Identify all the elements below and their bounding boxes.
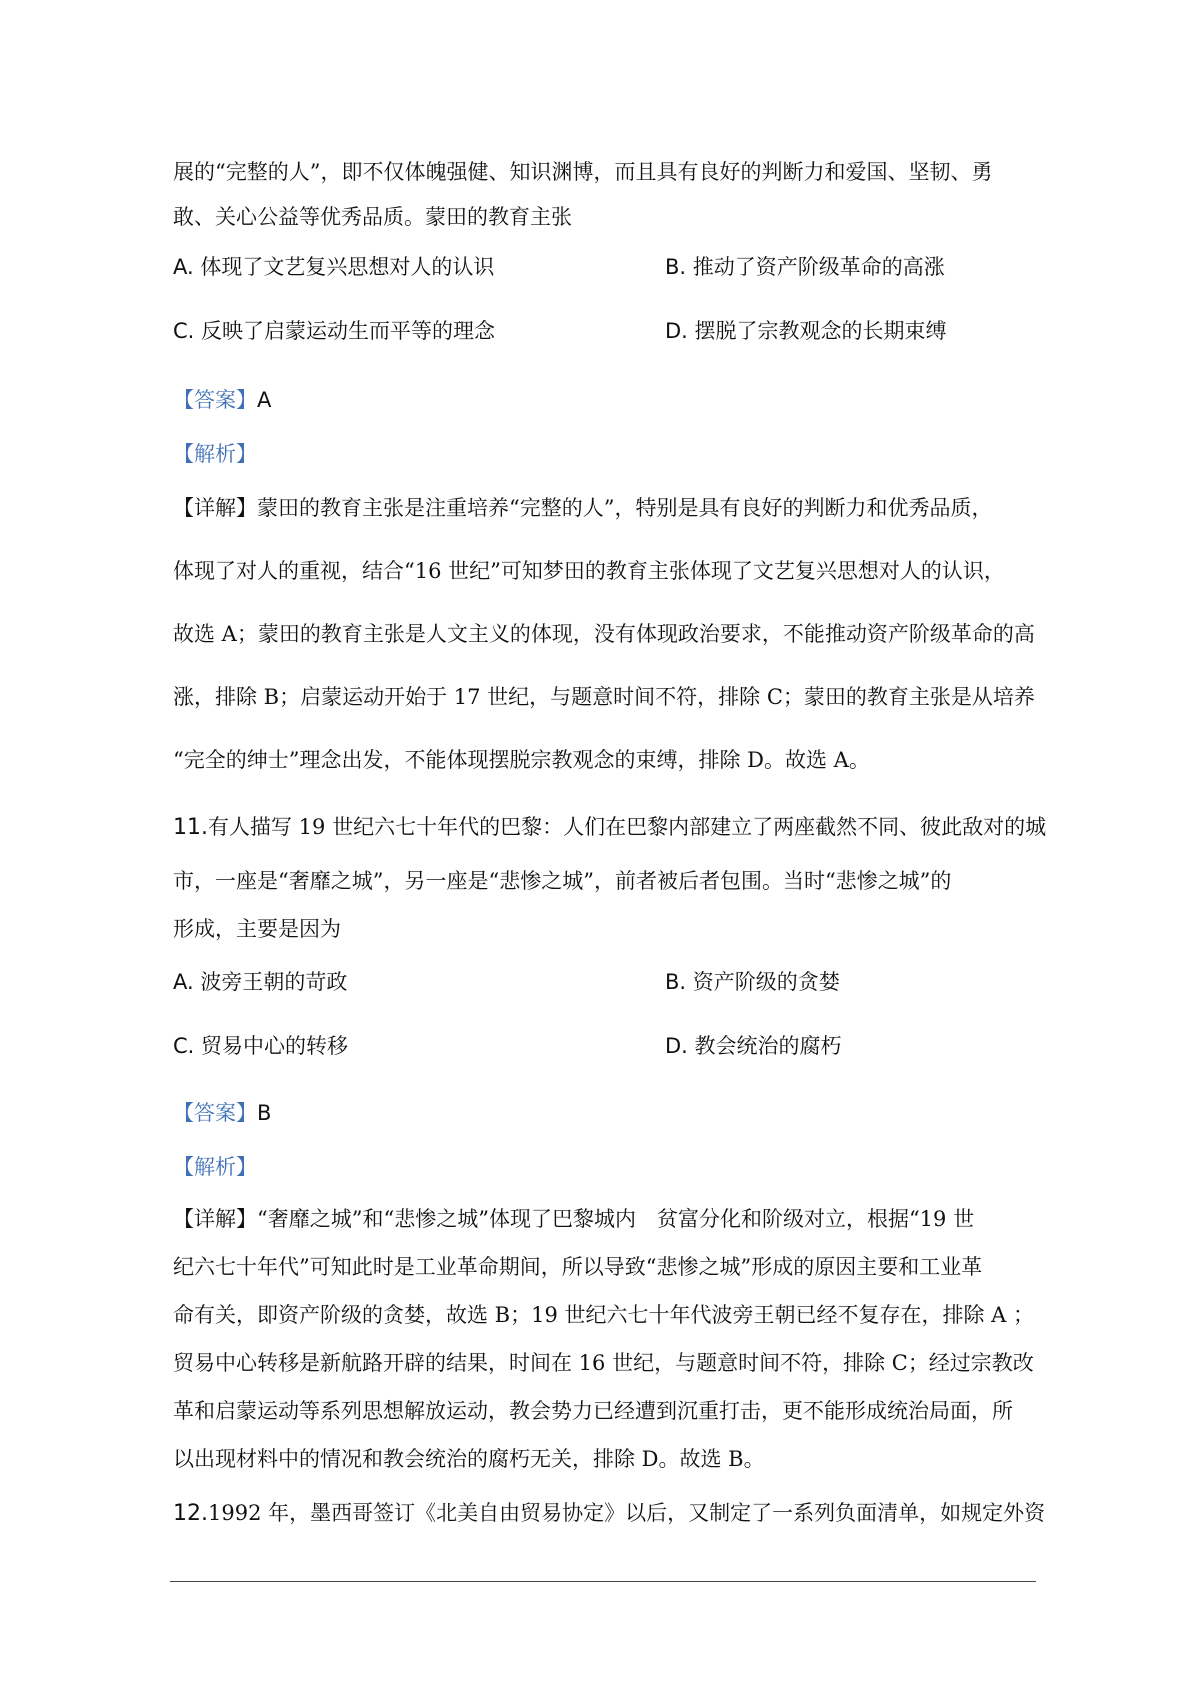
q11-number: 11. xyxy=(173,815,208,840)
q11-detail-line-4: 贸易中心转移是新航路开辟的结果，时间在 16 世纪，与题意时间不符，排除 C；经过宗教改 xyxy=(173,1351,1034,1375)
q11-option-b: B. 资产阶级的贪婪 xyxy=(665,970,840,994)
q11-answer xyxy=(173,1099,1033,1127)
q10-option-a: A. 体现了文艺复兴思想对人的认识 xyxy=(173,255,495,279)
q12-stem-text-1: 1992 年，墨西哥签订《北美自由贸易协定》以后，又制定了一系列负面清单，如规定外资 xyxy=(208,1501,1046,1525)
q10-answer-value: A xyxy=(257,388,272,412)
q10-answer xyxy=(173,386,1033,414)
q12-stem-line-1 xyxy=(173,1499,1046,1528)
q11-detail-line-1: 【详解】“奢靡之城”和“悲惨之城”体现了巴黎城内 贫富分化和阶级对立，根据“19 世 xyxy=(173,1207,975,1231)
q11-detail-line-3: 命有关，即资产阶级的贪婪，故选 B；19 世纪六七十年代波旁王朝已经不复存在，排除 A ； xyxy=(173,1303,1035,1327)
q11-stem-line-3: 形成，主要是因为 xyxy=(173,917,341,941)
q11-option-c: C. 贸易中心的转移 xyxy=(173,1034,349,1058)
q11-stem-line-1 xyxy=(173,813,1047,842)
q10-detail-line-5: “完全的绅士”理念出发，不能体现摆脱宗教观念的束缚，排除 D。故选 A。 xyxy=(173,748,870,772)
q11-stem-line-2: 市，一座是“奢靡之城”，另一座是“悲惨之城”，前者被后者包围。当时“悲惨之城”的 xyxy=(173,869,952,893)
q10-detail-line-1: 【详解】蒙田的教育主张是注重培养“完整的人”，特别是具有良好的判断力和优秀品质， xyxy=(173,496,993,520)
q11-option-a: A. 波旁王朝的苛政 xyxy=(173,970,348,994)
q10-detail-line-2: 体现了对人的重视，结合“16 世纪”可知梦田的教育主张体现了文艺复兴思想对人的认识， xyxy=(173,559,1005,583)
q11-detail-line-2: 纪六七十年代”可知此时是工业革命期间，所以导致“悲惨之城”形成的原因主要和工业革 xyxy=(173,1255,983,1279)
q10-stem-line-1: 展的“完整的人”，即不仅体魄强健、知识渊博，而且具有良好的判断力和爱国、坚韧、勇 xyxy=(173,160,993,184)
q10-detail-line-4: 涨，排除 B；启蒙运动开始于 17 世纪，与题意时间不符，排除 C；蒙田的教育主张是从培养 xyxy=(173,685,1035,709)
q11-answer-label: 【答案】 xyxy=(173,1101,257,1125)
q11-detail-line-5: 革和启蒙运动等系列思想解放运动，教会势力已经遭到沉重打击，更不能形成统治局面，所 xyxy=(173,1399,1013,1423)
q10-option-b: B. 推动了资产阶级革命的高涨 xyxy=(665,255,945,279)
q12-number: 12. xyxy=(173,1501,208,1526)
q11-option-d: D. 教会统治的腐朽 xyxy=(665,1034,842,1058)
q10-answer-label: 【答案】 xyxy=(173,388,257,412)
footer-divider xyxy=(170,1581,1036,1582)
q11-analysis-label: 【解析】 xyxy=(173,1155,257,1179)
q10-option-c: C. 反映了启蒙运动生而平等的理念 xyxy=(173,319,496,343)
q10-analysis-label: 【解析】 xyxy=(173,442,257,466)
q10-stem-line-2: 敢、关心公益等优秀品质。蒙田的教育主张 xyxy=(173,205,572,229)
q11-answer-value: B xyxy=(257,1101,272,1125)
q10-option-d: D. 摆脱了宗教观念的长期束缚 xyxy=(665,319,947,343)
q10-detail-line-3: 故选 A；蒙田的教育主张是人文主义的体现，没有体现政治要求，不能推动资产阶级革命的高 xyxy=(173,622,1035,646)
q11-detail-line-6: 以出现材料中的情况和教会统治的腐朽无关，排除 D。故选 B。 xyxy=(173,1447,765,1471)
q11-stem-text-1: 有人描写 19 世纪六七十年代的巴黎：人们在巴黎内部建立了两座截然不同、彼此敌对的城 xyxy=(208,815,1047,839)
